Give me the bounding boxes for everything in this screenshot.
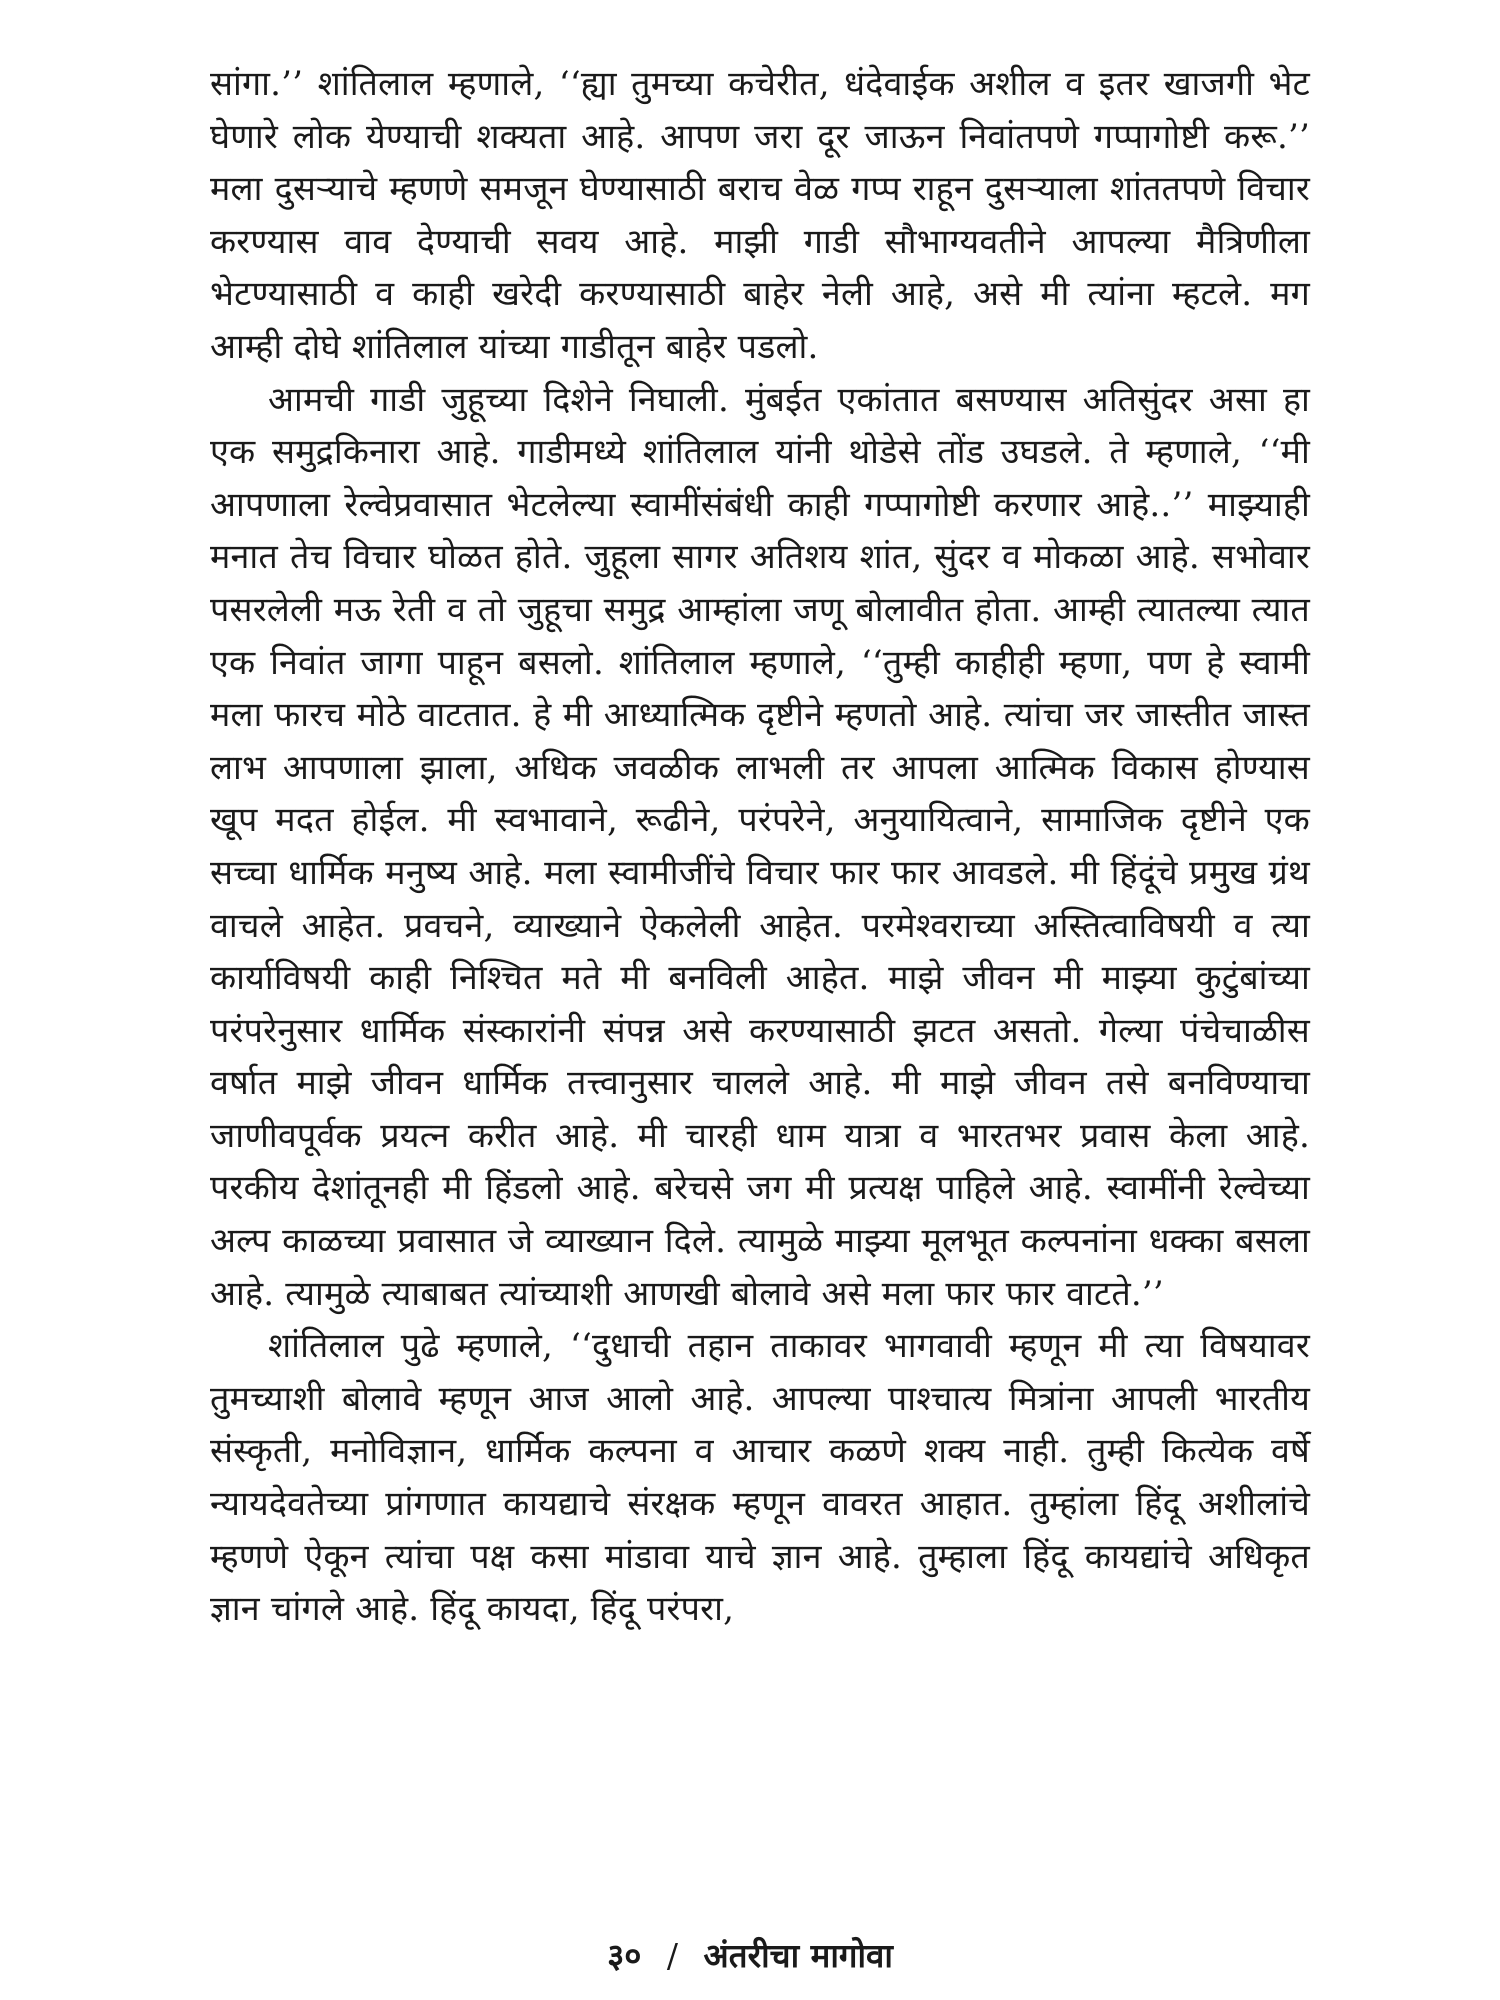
body-text bbox=[210, 58, 1310, 1636]
paragraph-1: सांगा.’’ शांतिलाल म्हणाले, ‘‘ह्या तुमच्या कचेरीत, धंदेवाईक अशील व इतर खाजगी भेट घेणारे लोक येण्याची शक्यता आहे. आपण जरा दूर जाऊन निवांतपणे गप्पागोष्टी करू.’’ मला दुसऱ्याचे म्हणणे समजून घेण्यासाठी बराच वेळ गप्प राहून दुसऱ्याला शांततपणे विचार करण्यास वाव देण्याची सवय आहे. माझी गाडी सौभाग्यवतीने आपल्या मैत्रिणीला भेटण्यासाठी व काही खरेदी करण्यासाठी बाहेर नेली आहे, असे मी त्यांना म्हटले. मग आम्ही दोघे शांतिलाल यांच्या गाडीतून बाहेर पडलो. bbox=[210, 64, 1310, 367]
page-number: ३० bbox=[607, 1936, 642, 1975]
book-title: अंतरीचा मागोवा bbox=[703, 1936, 893, 1975]
paragraph-2: आमची गाडी जुहूच्या दिशेने निघाली. मुंबईत एकांतात बसण्यास अतिसुंदर असा हा एक समुद्रकिनारा आहे. गाडीमध्ये शांतिलाल यांनी थोडेसे तोंड उघडले. ते म्हणाले, ‘‘मी आपणाला रेल्वेप्रवासात भेटलेल्या स्वामींसंबंधी काही गप्पागोष्टी करणार आहे..’’ माझ्याही मनात तेच विचार घोळत होते. जुहूला सागर अतिशय शांत, सुंदर व मोकळा आहे. सभोवार पसरलेली मऊ रेती व तो जुहूचा समुद्र आम्हांला जणू बोलावीत होता. आम्ही त्यातल्या त्यात एक निवांत जागा पाहून बसलो. शांतिलाल म्हणाले, ‘‘तुम्ही काहीही म्हणा, पण हे स्वामी मला फारच मोठे वाटतात. हे मी आध्यात्मिक दृष्टीने म्हणतो आहे. त्यांचा जर जास्तीत जास्त लाभ आपणाला झाला, अधिक जवळीक लाभली तर आपला आत्मिक विकास होण्यास खूप मदत होईल. मी स्वभावाने, रूढीने, परंपरेने, अनुयायित्वाने, सामाजिक दृष्टीने एक सच्चा धार्मिक मनुष्य आहे. मला स्वामीजींचे विचार फार फार आवडले. मी हिंदूंचे प्रमुख ग्रंथ वाचले आहेत. प्रवचने, व्याख्याने ऐकलेली आहेत. परमेश्वराच्या अस्तित्वाविषयी व त्या कार्याविषयी काही निश्चित मते मी बनविली आहेत. माझे जीवन मी माझ्या कुटुंबांच्या परंपरेनुसार धार्मिक संस्कारांनी संपन्न असे करण्यासाठी झटत असतो. गेल्या पंचेचाळीस वर्षात माझे जीवन धार्मिक तत्त्वानुसार चालले आहे. मी माझे जीवन तसे बनविण्याचा जाणीवपूर्वक प्रयत्न करीत आहे. मी चारही धाम यात्रा व भारतभर प्रवास केला आहे. परकीय देशांतूनही मी हिंडलो आहे. बरेचसे जग मी प्रत्यक्ष पाहिले आहे. स्वामींनी रेल्वेच्या अल्प काळच्या प्रवासात जे व्याख्यान दिले. त्यामुळे माझ्या मूलभूत कल्पनांना धक्का बसला आहे. त्यामुळे त्याबाबत त्यांच्याशी आणखी बोलावे असे मला फार फार वाटते.’’ bbox=[210, 379, 1310, 1314]
paragraph-3: शांतिलाल पुढे म्हणाले, ‘‘दुधाची तहान ताकावर भागवावी म्हणून मी त्या विषयावर तुमच्याशी बोलावे म्हणून आज आलो आहे. आपल्या पाश्चात्य मित्रांना आपली भारतीय संस्कृती, मनोविज्ञान, धार्मिक कल्पना व आचार कळणे शक्य नाही. तुम्ही कित्येक वर्षे न्यायदेवतेच्या प्रांगणात कायद्याचे संरक्षक म्हणून वावरत आहात. तुम्हांला हिंदू अशीलांचे म्हणणे ऐकून त्यांचा पक्ष कसा मांडावा याचे ज्ञान आहे. तुम्हाला हिंदू कायद्यांचे अधिकृत ज्ञान चांगले आहे. हिंदू कायदा, हिंदू परंपरा, bbox=[210, 1326, 1310, 1630]
footer-separator: / bbox=[666, 1936, 679, 1975]
page-footer bbox=[0, 1932, 1500, 1977]
